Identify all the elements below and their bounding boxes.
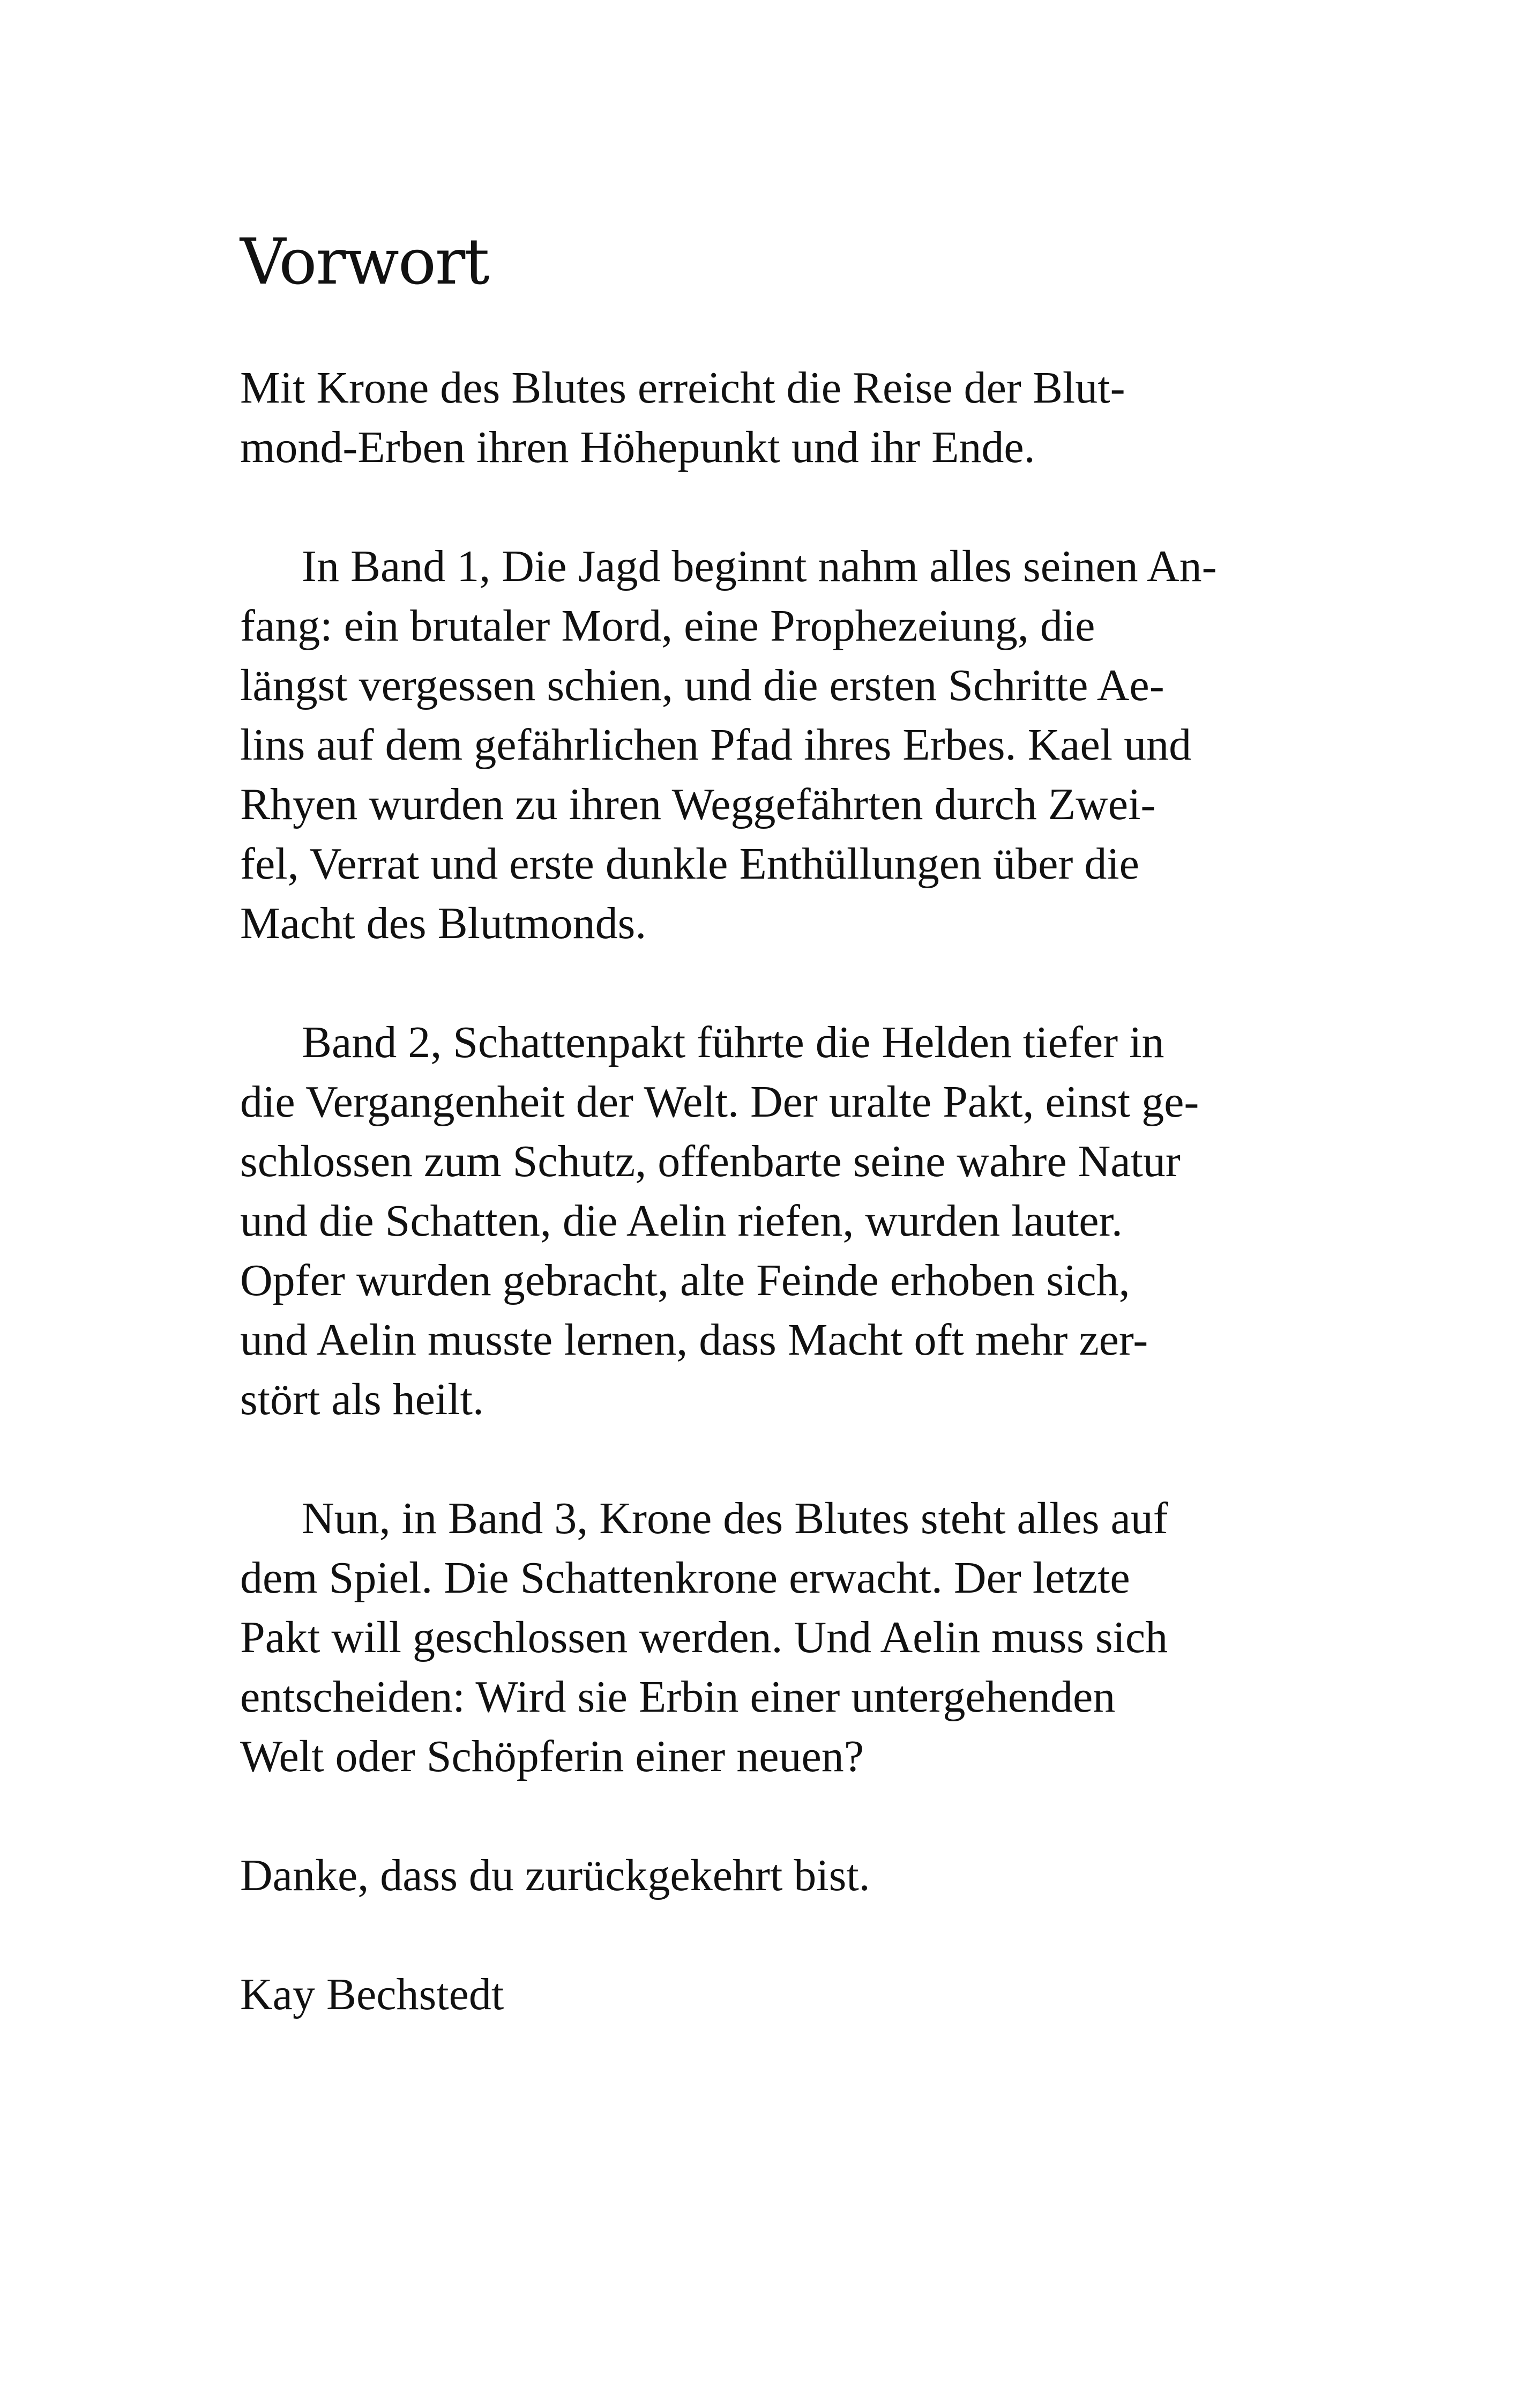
text-line: lins auf dem gefährlichen Pfad ihres Erbes. Kael und [240,720,1192,770]
page-title: Vorwort [240,225,489,299]
text-line: Macht des Blutmonds. [240,898,647,948]
text-line: Mit Krone des Blutes erreicht die Reise der Blut- [240,363,1125,413]
text-line: stört als heilt. [240,1374,484,1424]
band2-paragraph [240,1013,1290,1429]
band3-paragraph [240,1489,1290,1786]
text-line: Welt oder Schöpferin einer neuen? [240,1731,864,1781]
intro-paragraph [240,358,1290,477]
foreword-text [240,358,1290,2024]
text-line: Pakt will geschlossen werden. Und Aelin muss sich [240,1612,1168,1662]
text-line: Nun, in Band 3, Krone des Blutes steht alles auf [302,1493,1168,1543]
text-line: In Band 1, Die Jagd beginnt nahm alles seinen An- [302,541,1217,591]
text-line: fel, Verrat und erste dunkle Enthüllungen über die [240,839,1139,889]
text-line: Band 2, Schattenpakt führte die Helden tiefer in [302,1017,1164,1067]
text-line: mond-Erben ihren Höhepunkt und ihr Ende. [240,422,1035,472]
text-line: und die Schatten, die Aelin riefen, wurden lauter. [240,1196,1123,1246]
text-line: dem Spiel. Die Schattenkrone erwacht. Der letzte [240,1553,1130,1603]
text-line: Rhyen wurden zu ihren Weggefährten durch Zwei- [240,779,1156,829]
author-signature: Kay Bechstedt [240,1969,504,2019]
text-line: entscheiden: Wird sie Erbin einer untergehenden [240,1672,1116,1722]
text-line: fang: ein brutaler Mord, eine Prophezeiung, die [240,601,1095,651]
thanks-line: Danke, dass du zurückgekehrt bist. [240,1850,870,1900]
text-line: längst vergessen schien, und die ersten Schritte Ae- [240,660,1164,710]
text-line: die Vergangenheit der Welt. Der uralte Pakt, einst ge- [240,1077,1199,1127]
text-line: Opfer wurden gebracht, alte Feinde erhoben sich, [240,1255,1130,1305]
text-line: und Aelin musste lernen, dass Macht oft mehr zer- [240,1315,1148,1365]
band1-paragraph [240,537,1290,953]
text-line: schlossen zum Schutz, offenbarte seine wahre Natur [240,1136,1181,1186]
